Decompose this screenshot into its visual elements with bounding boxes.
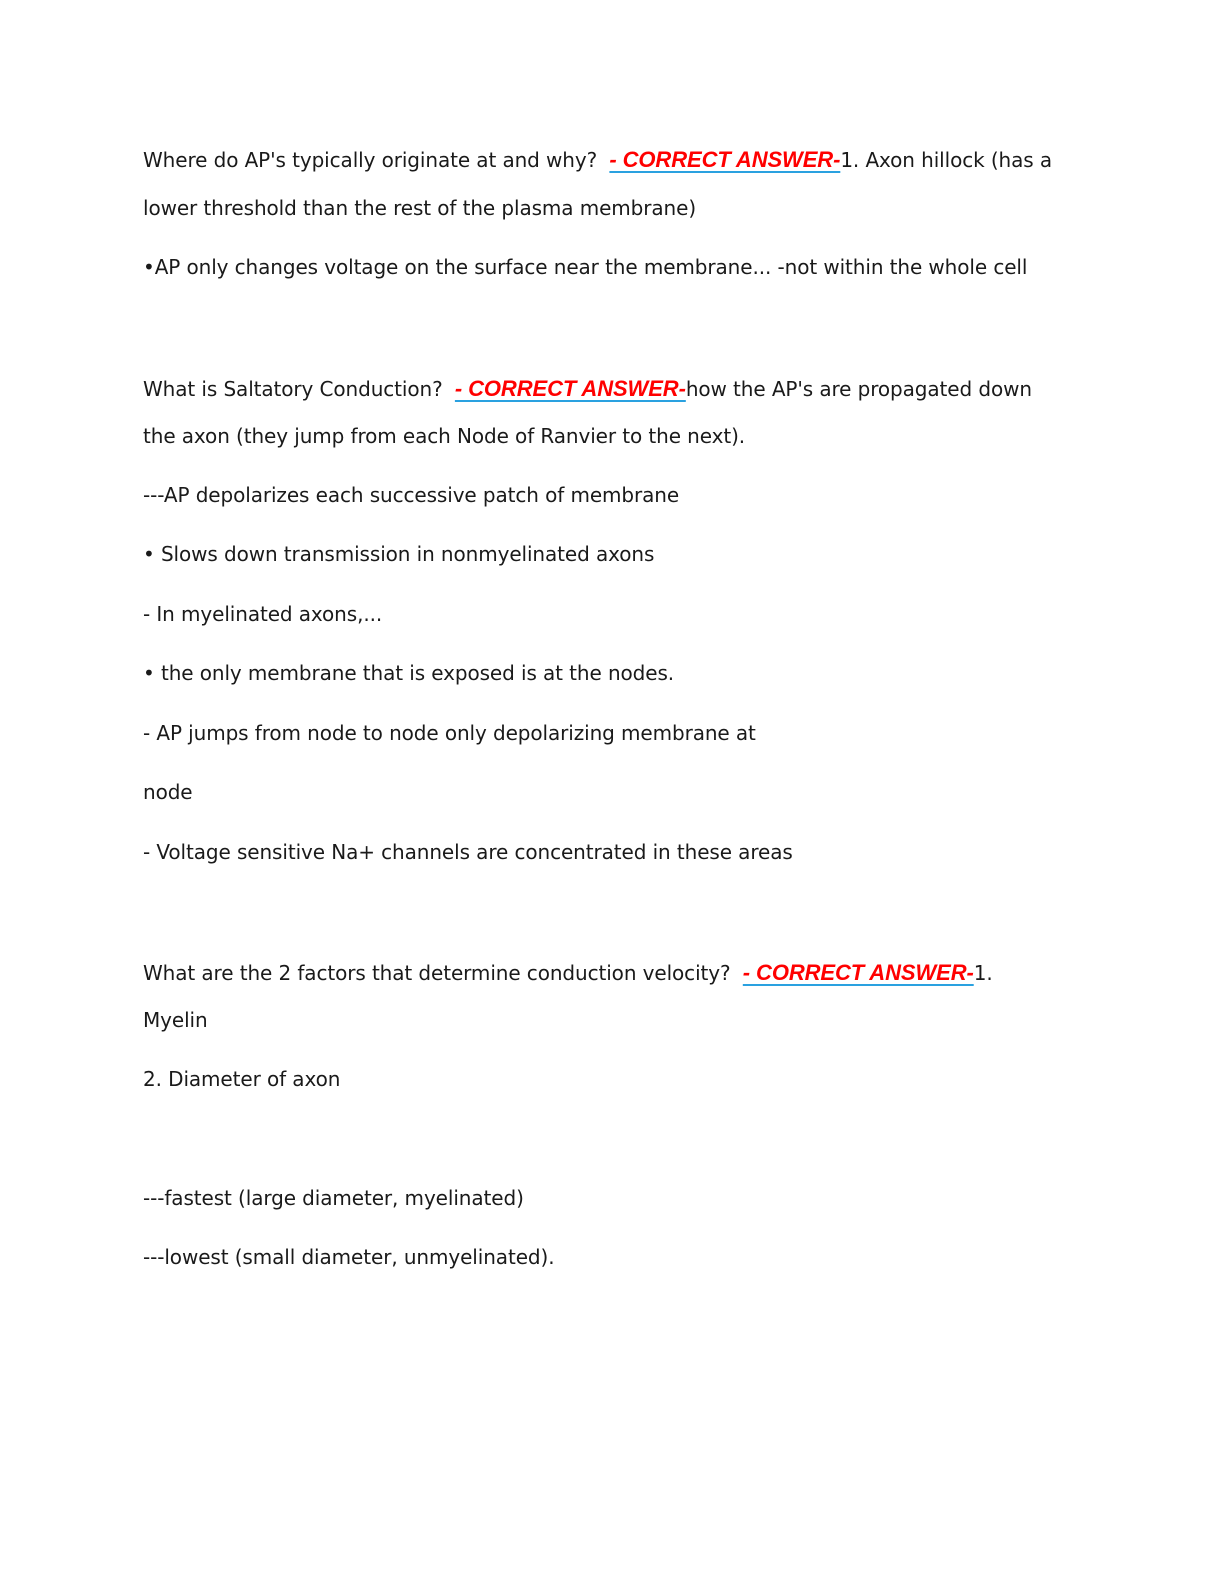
- answer-text: how the AP's are propagated down: [685, 377, 1032, 401]
- answer-line: - In myelinated axons,...: [143, 602, 383, 626]
- answer-text: 1. Axon hillock (has a: [840, 148, 1053, 172]
- question-text: What is Saltatory Conduction?: [143, 377, 443, 401]
- correct-answer-tag: - CORRECT ANSWER-: [742, 960, 974, 985]
- answer-line: • the only membrane that is exposed is at the nodes.: [143, 661, 675, 685]
- answer-line: lower threshold than the rest of the plasma membrane): [143, 196, 697, 220]
- answer-line: 2. Diameter of axon: [143, 1067, 341, 1091]
- question-line: [143, 146, 1103, 174]
- question-line: [143, 959, 1103, 987]
- question-line: [143, 375, 1103, 403]
- answer-line: Myelin: [143, 1008, 208, 1032]
- answer-line: node: [143, 780, 193, 804]
- answer-line: •AP only changes voltage on the surface near the membrane... -not within the whole cell: [143, 255, 1028, 279]
- answer-line: - Voltage sensitive Na+ channels are concentrated in these areas: [143, 840, 793, 864]
- question-text: Where do AP's typically originate at and why?: [143, 148, 598, 172]
- answer-line: ---AP depolarizes each successive patch of membrane: [143, 483, 680, 507]
- answer-line: ---lowest (small diameter, unmyelinated).: [143, 1245, 555, 1269]
- answer-line: • Slows down transmission in nonmyelinated axons: [143, 542, 655, 566]
- correct-answer-tag: - CORRECT ANSWER-: [454, 376, 686, 401]
- answer-text: 1.: [973, 961, 993, 985]
- answer-line: ---fastest (large diameter, myelinated): [143, 1186, 524, 1210]
- answer-line: the axon (they jump from each Node of Ranvier to the next).: [143, 424, 746, 448]
- question-text: What are the 2 factors that determine conduction velocity?: [143, 961, 731, 985]
- correct-answer-tag: - CORRECT ANSWER-: [609, 147, 841, 172]
- answer-line: - AP jumps from node to node only depolarizing membrane at: [143, 721, 756, 745]
